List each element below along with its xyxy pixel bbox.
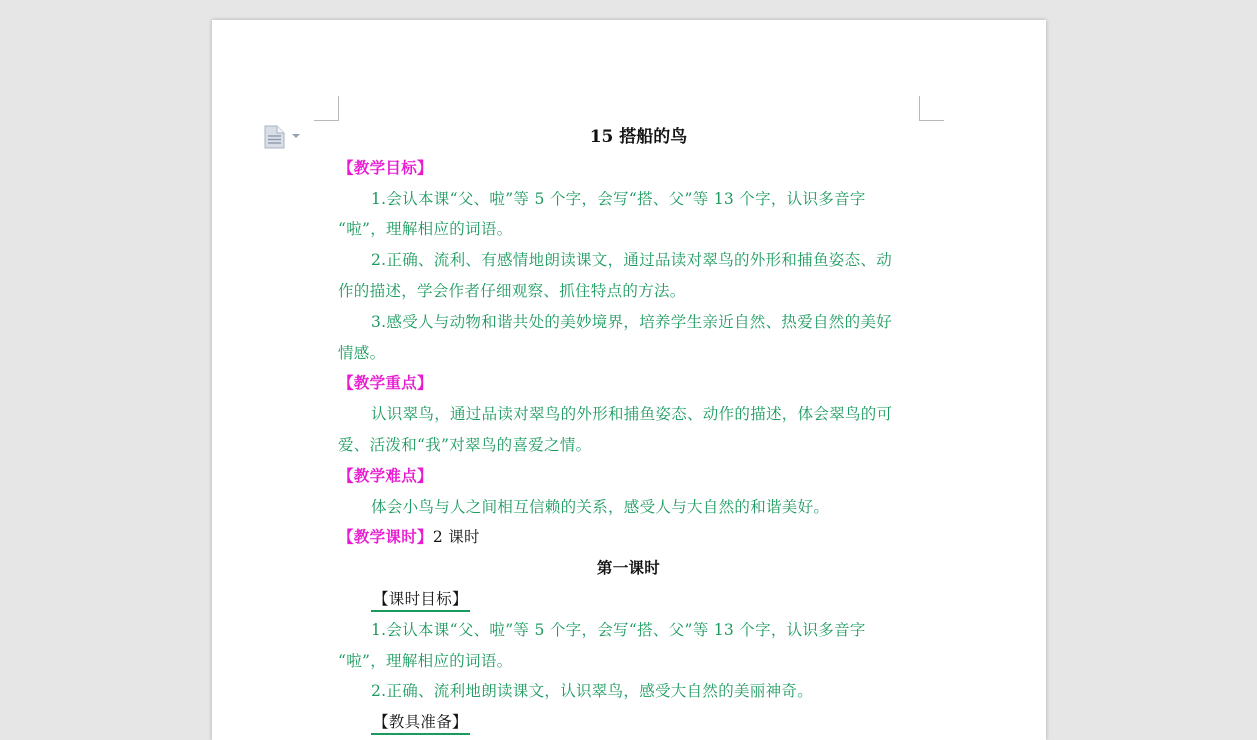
document-body[interactable] <box>338 122 919 738</box>
goals-heading: 【教学目标】 <box>338 157 433 177</box>
goal-2-line-1: 2.正确、流利、有感情地朗读课文，通过品读对翠鸟的外形和捕鱼姿态、动 <box>371 251 892 270</box>
hours-heading: 【教学课时】 <box>338 527 433 547</box>
difficulty-line: 体会小鸟与人之间相互信赖的关系，感受人与大自然的和谐美好。 <box>371 497 830 516</box>
key-line-2: 爱、活泼和“我”对翠鸟的喜爱之情。 <box>338 435 592 454</box>
lesson1-title: 第一课时 <box>596 558 661 578</box>
document-page <box>212 20 1046 740</box>
lesson1-goal-heading-line <box>338 584 919 615</box>
key-heading: 【教学重点】 <box>338 373 433 393</box>
goal-3-line-2: 情感。 <box>338 343 386 362</box>
goal-2-line-2: 作的描述，学会作者仔细观察、抓住特点的方法。 <box>338 281 686 300</box>
key-line-1: 认识翠鸟，通过品读对翠鸟的外形和捕鱼姿态、动作的描述，体会翠鸟的可 <box>371 405 893 424</box>
lesson1-goal-2-line-1: 2.正确、流利地朗读课文，认识翠鸟，感受大自然的美丽神奇。 <box>371 682 813 701</box>
difficulty-heading: 【教学难点】 <box>338 465 433 485</box>
lesson1-goal-1-line-2: “啦”，理解相应的词语。 <box>338 651 513 670</box>
lesson1-goal-heading: 【课时目标】 <box>371 588 470 612</box>
document-glyph-icon <box>264 125 286 149</box>
goal-1-line-2: “啦”，理解相应的词语。 <box>338 220 513 239</box>
margin-corner-top-right <box>919 96 944 121</box>
hours-line <box>338 522 919 553</box>
margin-corner-top-left <box>314 96 339 121</box>
prep-heading: 【教具准备】 <box>371 711 470 735</box>
lesson1-goal-1-line-1: 1.会认本课“父、啦”等 5 个字，会写“搭、父”等 13 个字，认识多音字 <box>371 620 866 639</box>
goal-3-line-1: 3.感受人与动物和谐共处的美妙境界，培养学生亲近自然、热爱自然的美好 <box>371 312 892 331</box>
document-title: 15 搭船的鸟 <box>589 127 688 147</box>
chevron-down-icon[interactable] <box>292 134 300 138</box>
hours-value: 2 课时 <box>432 528 480 547</box>
prep-heading-line <box>338 707 919 738</box>
goal-1-line-1: 1.会认本课“父、啦”等 5 个字，会写“搭、父”等 13 个字，认识多音字 <box>371 189 866 208</box>
document-icon[interactable] <box>264 125 304 149</box>
